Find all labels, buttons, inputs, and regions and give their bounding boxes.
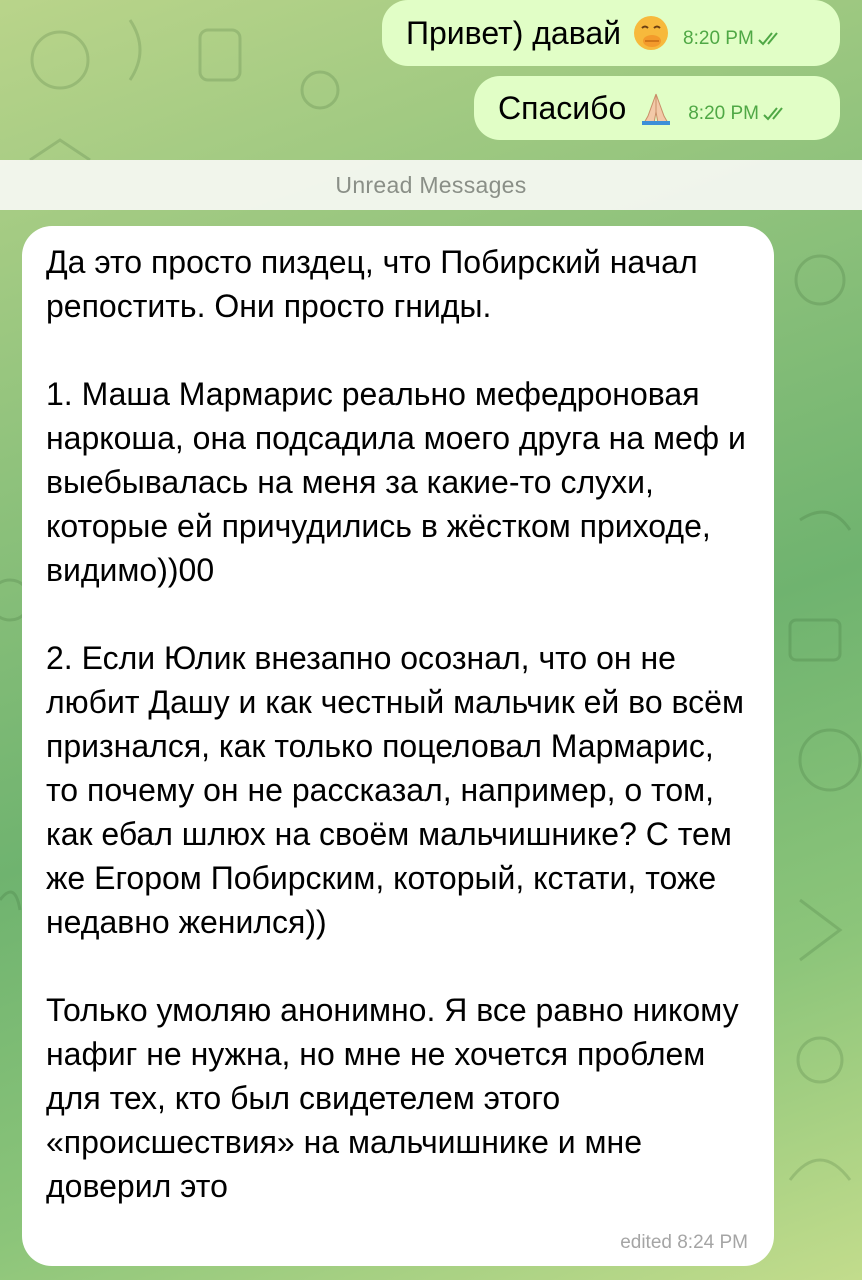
folded-hands-emoji [638, 90, 674, 126]
message-paragraph: 2. Если Юлик внезапно осознал, что он не любит Дашу и как честный мальчик ей во всём признался, как только поцеловал Мармарис, то почему он не рассказал, например, о том, как ебал шлюх на своём мальчишнике? С тем же Егором Побирским, который, кстати, тоже недавно женился)) [46, 640, 744, 940]
message-edited-time: edited 8:24 PM [620, 1232, 748, 1253]
outgoing-message-2[interactable] [474, 76, 840, 140]
message-paragraph: 1. Маша Мармарис реально мефедроновая наркоша, она подсадила моего друга на меф и выебывалась на меня за какие-то слухи, которые ей причудились в жёстком приходе, видимо))00 [46, 376, 746, 588]
message-time: 8:20 PM [683, 28, 754, 49]
message-meta [683, 28, 784, 50]
face-with-hand-over-mouth-emoji [633, 15, 669, 51]
unread-divider-label: Unread Messages [335, 171, 527, 198]
message-text: Спасибо [498, 89, 627, 126]
incoming-message[interactable] [22, 226, 774, 1266]
message-paragraph: Да это просто пиздец, что Побирский начал репостить. Они просто гниды. [46, 244, 698, 324]
double-check-icon [758, 31, 784, 47]
double-check-icon [763, 106, 789, 122]
message-text: Привет) давай [406, 14, 622, 51]
message-time: 8:20 PM [688, 103, 759, 124]
outgoing-message-1[interactable] [382, 0, 840, 66]
unread-messages-divider [0, 160, 862, 210]
message-paragraph: Только умоляю анонимно. Я все равно никому нафиг не нужна, но мне не хочется проблем для тех, кто был свидетелем этого «происшествия» на мальчишнике и мне доверил это [46, 992, 739, 1204]
message-meta [688, 103, 789, 125]
